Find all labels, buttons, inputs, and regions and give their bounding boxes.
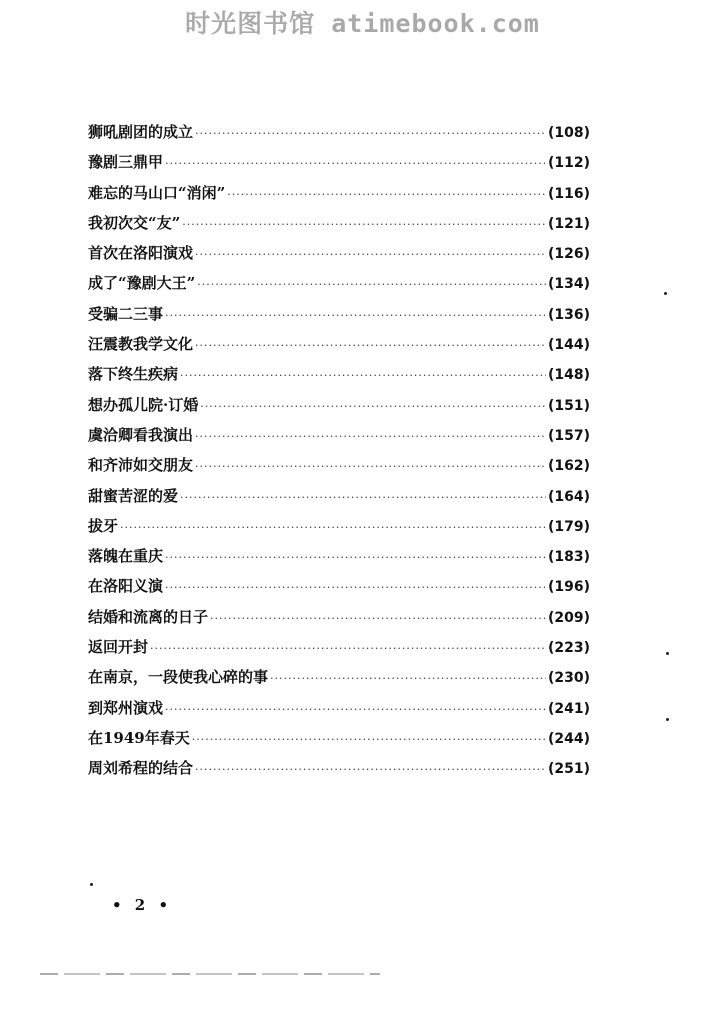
toc-entry-title: 周刘希程的结合 — [88, 759, 194, 778]
toc-entry-page: (241) — [547, 700, 590, 717]
toc-entry-page: (251) — [547, 761, 590, 778]
toc-entry-page: (162) — [547, 458, 590, 475]
scan-speck — [666, 718, 669, 721]
toc-dot-leader — [192, 733, 546, 746]
toc-entry — [88, 151, 590, 181]
toc-entry-page: (209) — [547, 609, 590, 626]
toc-entry-title: 狮吼剧团的成立 — [88, 123, 194, 141]
toc-entry-page: (116) — [547, 185, 590, 202]
toc-dot-leader — [165, 551, 546, 564]
toc-entry-page: (244) — [547, 730, 590, 747]
toc-entry-title: 难忘的马山口“消闲” — [88, 183, 226, 202]
toc-entry-title: 我初次交“友” — [88, 213, 181, 232]
toc-dot-leader — [120, 521, 546, 534]
toc-entry — [88, 606, 590, 636]
toc-entry — [88, 727, 590, 757]
toc-entry — [88, 333, 590, 363]
toc-entry — [88, 394, 590, 424]
toc-entry-page: (151) — [547, 397, 590, 414]
toc-dot-leader — [195, 339, 546, 352]
toc-entry-page: (179) — [547, 518, 590, 535]
toc-dot-leader — [197, 278, 546, 291]
toc-dot-leader — [165, 309, 546, 322]
toc-entry-page: (223) — [547, 640, 590, 657]
toc-entry — [88, 303, 590, 333]
toc-entry-page: (136) — [547, 306, 590, 323]
toc-entry-title: 返回开封 — [88, 638, 149, 657]
toc-entry-title: 在南京，一段使我心碎的事 — [88, 668, 269, 687]
toc-entry — [88, 272, 590, 302]
scan-speck — [666, 652, 669, 655]
toc-entry — [88, 666, 590, 696]
toc-entry-title: 在1949年春天 — [88, 728, 190, 747]
toc-entry-title: 落魄在重庆 — [88, 547, 164, 566]
toc-dot-leader — [180, 369, 546, 382]
toc-dot-leader — [195, 248, 546, 261]
toc-entry-page: (144) — [547, 337, 590, 354]
toc-entry — [88, 485, 590, 515]
toc-dot-leader — [195, 460, 546, 473]
toc-entry-title: 成了“豫剧大王” — [88, 274, 196, 293]
toc-entry — [88, 242, 590, 272]
toc-entry-title: 甜蜜苦涩的爱 — [88, 486, 179, 505]
toc-entry-title: 落下终生疾病 — [88, 365, 179, 384]
toc-dot-leader — [180, 491, 546, 504]
toc-entry — [88, 515, 590, 545]
toc-dot-leader — [195, 127, 546, 140]
toc-entry — [88, 757, 590, 787]
toc-entry-page: (164) — [547, 488, 590, 505]
toc-entry-page: (112) — [547, 155, 590, 172]
toc-entry-page: (126) — [547, 246, 590, 263]
toc-entry — [88, 363, 590, 393]
toc-entry — [88, 697, 590, 727]
toc-dot-leader — [182, 218, 546, 231]
toc-entry-page: (108) — [547, 125, 590, 141]
scan-speck — [664, 292, 667, 295]
toc-entry-page: (134) — [547, 276, 590, 293]
toc-entry-title: 虞洽卿看我演出 — [88, 425, 194, 444]
toc-dot-leader — [165, 157, 546, 170]
toc-entry — [88, 636, 590, 666]
toc-dot-leader — [195, 763, 546, 776]
toc-entry-title: 和齐沛如交朋友 — [88, 456, 194, 475]
toc-entry — [88, 182, 590, 212]
toc-entry-page: (230) — [547, 670, 590, 687]
scan-speck — [90, 883, 93, 886]
toc-entry-title: 到郑州演戏 — [88, 698, 164, 717]
toc-entry-title: 拔牙 — [88, 516, 119, 535]
toc-dot-leader — [227, 188, 546, 201]
toc-entry-title: 首次在洛阳演戏 — [88, 244, 194, 263]
table-of-contents — [88, 121, 590, 788]
page-number: • 2 • — [112, 896, 173, 914]
toc-dot-leader — [150, 642, 546, 655]
toc-entry — [88, 424, 590, 454]
toc-entry-page: (196) — [547, 579, 590, 596]
toc-dot-leader — [210, 612, 546, 625]
toc-dot-leader — [270, 672, 546, 685]
toc-entry-title: 想办孤儿院·订婚 — [88, 395, 199, 414]
toc-entry-title: 汪震教我学文化 — [88, 335, 194, 354]
toc-entry — [88, 454, 590, 484]
toc-entry-title: 豫剧三鼎甲 — [88, 153, 164, 172]
toc-entry-page: (121) — [547, 215, 590, 232]
toc-entry-page: (183) — [547, 549, 590, 566]
toc-entry — [88, 212, 590, 242]
watermark-text: 时光图书馆 atimebook.com — [185, 9, 540, 38]
toc-dot-leader — [200, 400, 546, 413]
scan-artifact-line — [40, 973, 380, 975]
toc-entry-title: 在洛阳义演 — [88, 577, 164, 596]
toc-dot-leader — [165, 581, 546, 594]
toc-dot-leader — [165, 703, 546, 716]
toc-entry-title: 受骗二三事 — [88, 304, 164, 323]
toc-entry-title: 结婚和流离的日子 — [88, 607, 209, 626]
toc-entry-page: (148) — [547, 367, 590, 384]
toc-entry-page: (157) — [547, 427, 590, 444]
toc-entry — [88, 575, 590, 605]
toc-dot-leader — [195, 430, 546, 443]
toc-entry — [88, 545, 590, 575]
toc-entry — [88, 121, 590, 151]
